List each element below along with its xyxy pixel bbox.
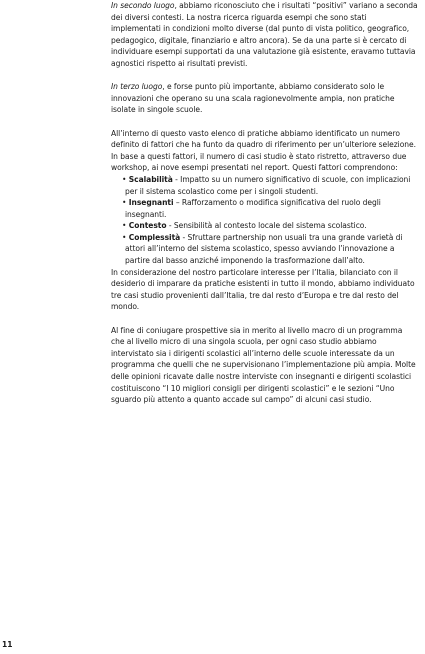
body-text-column	[111, 0, 418, 417]
paragraph-second-point	[111, 0, 418, 70]
bullet-dot	[122, 198, 129, 207]
list-item-scalability	[111, 174, 418, 197]
list-item-text: - Impatto su un numero significativo di scuole, con implicazioni per il sistema scolastico come per i singoli studenti.	[125, 174, 411, 196]
bullet-dot	[122, 221, 129, 230]
factors-list	[111, 174, 418, 267]
paragraph-text: In considerazione del nostro particolare interesse per l’Italia, bilanciato con il desiderio di imparare da pratiche esistenti in tutto il mondo, abbiamo individuato tre casi studio provenienti dall’Italia, tre dal resto d’Europa e tre dal resto del mondo.	[111, 267, 415, 312]
list-item-teachers	[111, 197, 418, 220]
list-item-context	[111, 220, 418, 232]
list-item-term: Insegnanti	[128, 198, 174, 208]
list-item-term: Contesto	[128, 221, 167, 231]
list-item-text: – Rafforzamento o modifica significativa del ruolo degli insegnanti.	[125, 198, 381, 219]
paragraph-factors-intro	[111, 128, 418, 174]
list-item-complexity	[111, 232, 418, 267]
paragraph-text: Al fine di coniugare prospettive sia in merito al livello macro di un programma che al livello micro di una singola scuola, per ogni caso studio abbiamo intervistato sia i dirigenti scolastici all’interno delle scuole interessate da un programma che quelli che ne supervisionano l’implementazione più ampia. Molte delle opinioni ricavate dalle nostre interviste con insegnanti e dirigenti scolastici costituiscono “I 10 migliori consigli per dirigenti scolastici” e le sezioni “Uno sguardo più attento a quanto accade sul campo” di alcuni casi studio.	[111, 325, 416, 405]
paragraph-interviews	[111, 325, 418, 406]
bullet-dot	[122, 175, 129, 184]
paragraph-case-selection	[111, 267, 418, 313]
paragraph-text: , abbiamo riconosciuto che i risultati “positivi” variano a seconda dei diversi contesti. La nostra ricerca riguarda esempi che sono stati implementati in condizioni molto diverse (dal punto di vista politico, geografico, pedagogico, digitale, finanziario e altro ancora). Se da una parte si è cercato di individuare esempi supportati da una valutazione già esistente, eravamo tuttavia agnostici rispetto ai risultati previsti.	[111, 1, 418, 68]
list-item-text: - Sensibilità al contesto locale del sistema scolastico.	[166, 221, 367, 231]
list-item-term: Scalabilità	[128, 174, 173, 184]
paragraph-text: , e forse punto più importante, abbiamo considerato solo le innovazioni che operano su una scala ragionevolmente ampia, non pratiche isolate in singole scuole.	[111, 82, 395, 115]
paragraph-text: All’interno di questo vasto elenco di pratiche abbiamo identificato un numero definito di fattori che ha funto da quadro di riferimento per un’ulteriore selezione. In base a questi fattori, il numero di casi studio è stato ristretto, attraverso due workshop, ai nove esempi presentati nel report. Questi fattori comprendono:	[111, 128, 416, 173]
bullet-dot	[122, 233, 129, 242]
list-item-term: Complessità	[128, 232, 181, 242]
paragraph-third-point	[111, 81, 418, 116]
paragraph-lead-phrase: In terzo luogo	[111, 82, 163, 92]
list-item-text: - Sfruttare partnership non usuali tra una grande varietà di attori all’interno del sistema scolastico, spesso avviando l’innovazione a partire dal basso anziché imponendo la trasformazione dall’alto.	[125, 232, 403, 266]
paragraph-lead-phrase: In secondo luogo	[111, 1, 175, 10]
page-number: 11	[2, 640, 13, 649]
